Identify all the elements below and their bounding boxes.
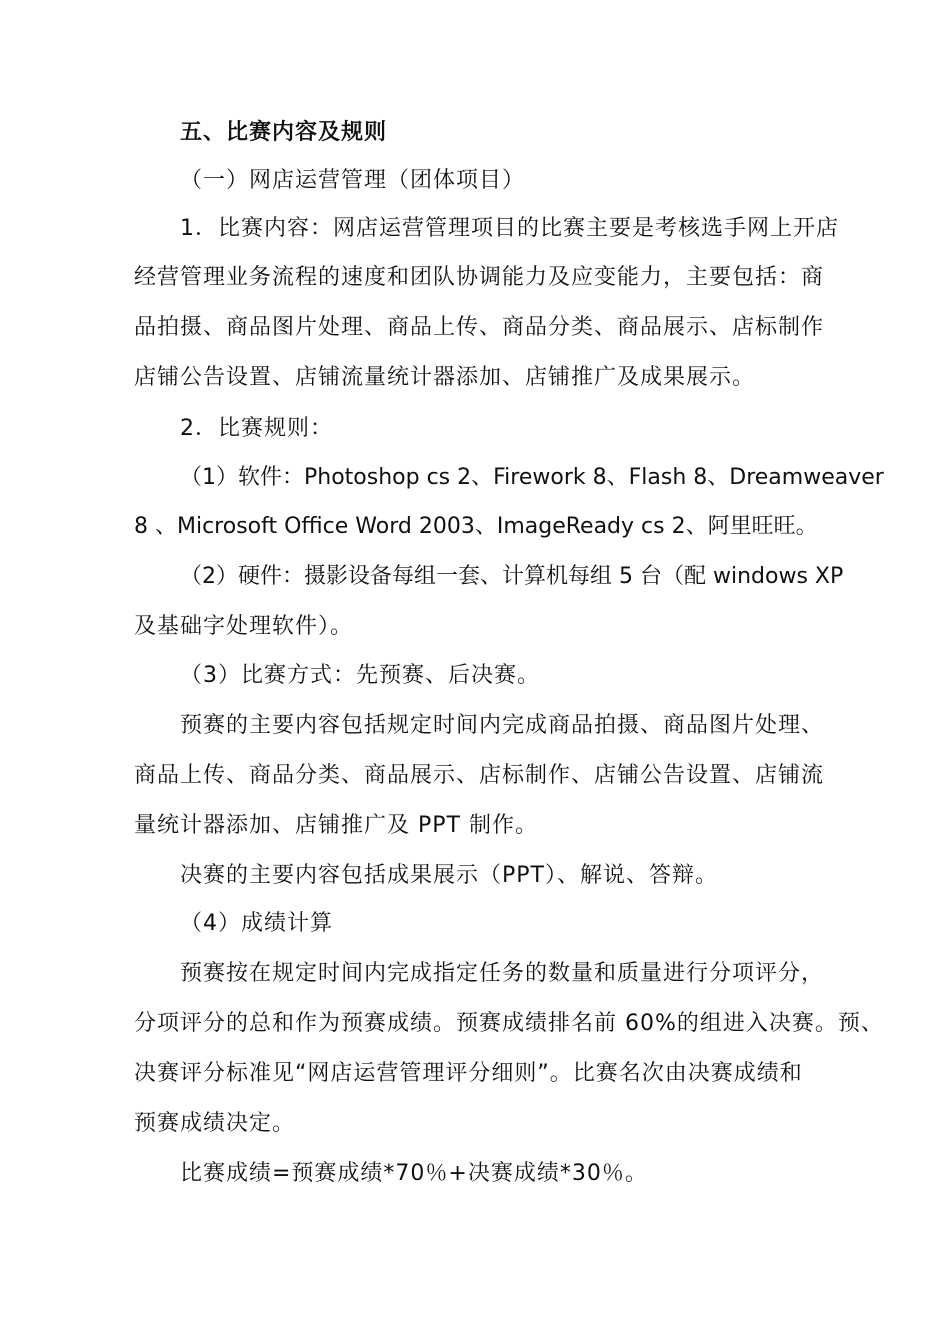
paragraph-line: 比赛成绩=预赛成绩*70％+决赛成绩*30％。: [180, 1161, 648, 1186]
paragraph-line: 预赛成绩决定。: [134, 1111, 296, 1136]
paragraph-line: 量统计器添加、店铺推广及 PPT 制作。: [134, 813, 538, 838]
paragraph-line: 预赛按在规定时间内完成指定任务的数量和质量进行分项评分，: [180, 961, 825, 986]
paragraph-line: （1）软件：Photoshop cs 2、Firework 8、Flash 8、Dreamweaver: [180, 465, 884, 490]
paragraph-line: 品拍摄、商品图片处理、商品上传、商品分类、商品展示、店标制作: [134, 315, 825, 340]
paragraph-line: 1．比赛内容：网店运营管理项目的比赛主要是考核选手网上开店: [180, 216, 839, 241]
paragraph-line: 预赛的主要内容包括规定时间内完成商品拍摄、商品图片处理、: [180, 713, 825, 738]
subsection-heading: （一）网店运营管理（团体项目）: [180, 168, 526, 193]
paragraph-line: 店铺公告设置、店铺流量统计器添加、店铺推广及成果展示。: [134, 365, 756, 390]
paragraph-line: （3）比赛方式：先预赛、后决赛。: [180, 663, 540, 688]
paragraph-line: 8 、Microsoft Office Word 2003、ImageReady cs 2、阿里旺旺。: [134, 514, 818, 539]
paragraph-line: 及基础字处理软件）。: [134, 614, 354, 639]
paragraph-line: 决赛评分标准见“网店运营管理评分细则”。比赛名次由决赛成绩和: [134, 1061, 803, 1086]
paragraph-line: 分项评分的总和作为预赛成绩。预赛成绩排名前 60%的组进入决赛。预、: [134, 1011, 884, 1036]
paragraph-line: 2．比赛规则：: [180, 416, 333, 441]
section-heading: 五、比赛内容及规则: [180, 120, 388, 145]
paragraph-line: 商品上传、商品分类、商品展示、店标制作、店铺公告设置、店铺流: [134, 763, 825, 788]
paragraph-line: （4）成绩计算: [180, 911, 333, 936]
paragraph-line: 经营管理业务流程的速度和团队协调能力及应变能力，主要包括：商: [134, 265, 825, 290]
paragraph-line: 决赛的主要内容包括成果展示（PPT）、解说、答辩。: [180, 863, 718, 888]
paragraph-line: （2）硬件：摄影设备每组一套、计算机每组 5 台（配 windows XP: [180, 564, 844, 589]
